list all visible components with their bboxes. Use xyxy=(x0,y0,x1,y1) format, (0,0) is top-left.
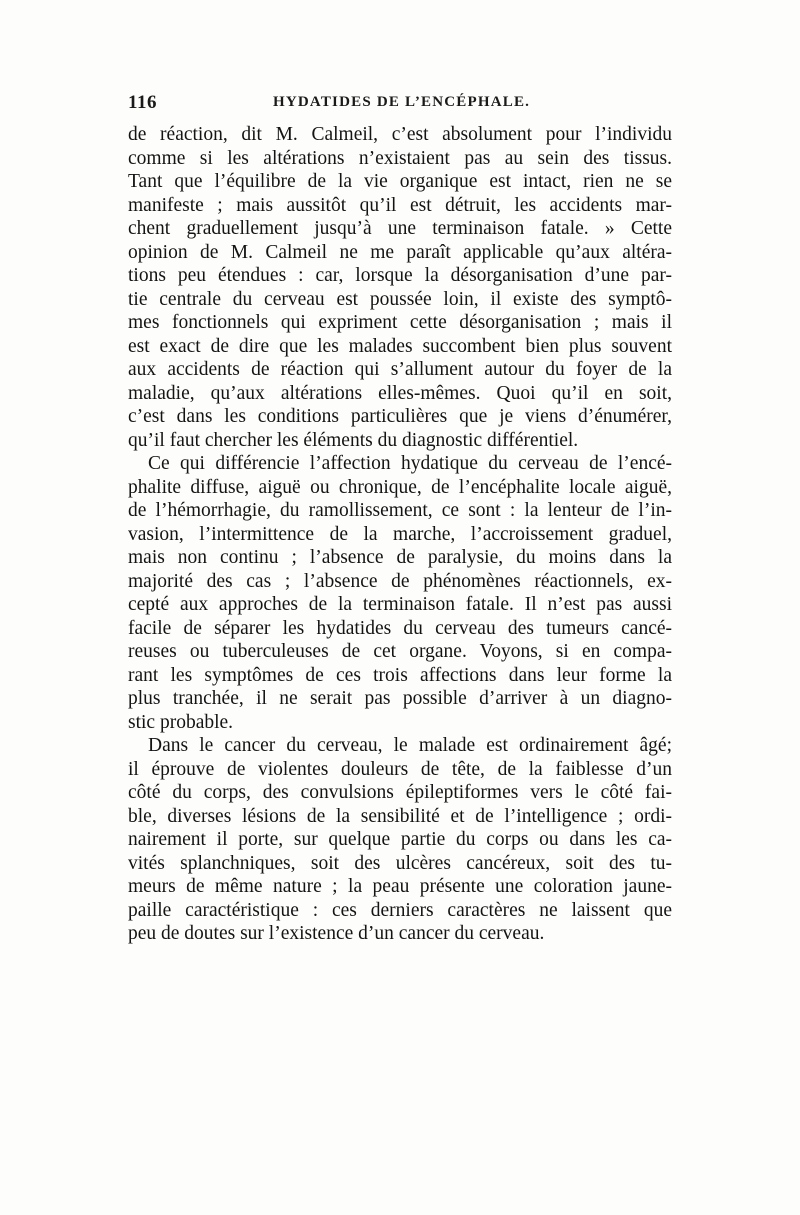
text-line: peu de doutes sur l’existence d’un cancer du cerveau. xyxy=(128,923,545,944)
text-line: tie centrale du cerveau est poussée loin, il existe des symptô- xyxy=(128,288,672,310)
text-line: phalite diffuse, aiguë ou chronique, de l’encéphalite locale aiguë, xyxy=(128,476,672,498)
text-line: aux accidents de réaction qui s’allument autour du foyer de la xyxy=(128,359,672,380)
text-line: paille caractéristique : ces derniers caractères ne laissent que xyxy=(128,899,672,921)
text-line: meurs de même nature ; la peau présente une coloration jaune- xyxy=(128,876,672,897)
text-line: Dans le cancer du cerveau, le malade est ordinairement âgé; xyxy=(148,735,672,756)
text-line: vités splanchniques, soit des ulcères cancéreux, soit des tu- xyxy=(128,852,672,874)
text-line: majorité des cas ; l’absence de phénomènes réactionnels, ex- xyxy=(128,570,672,592)
text-line: reuses ou tuberculeuses de cet organe. Voyons, si en compa- xyxy=(128,641,672,662)
text-line: stic probable. xyxy=(128,711,234,733)
text-line: c’est dans les conditions particulières que je viens d’énumérer, xyxy=(128,406,672,427)
text-line: de l’hémorrhagie, du ramollissement, ce sont : la lenteur de l’in- xyxy=(128,500,672,521)
text-line: comme si les altérations n’existaient pas au sein des tissus. xyxy=(128,147,672,169)
text-line: ble, diverses lésions de la sensibilité et de l’intelligence ; ordi- xyxy=(128,805,672,827)
text-line: rant les symptômes de ces trois affections dans leur forme la xyxy=(128,664,672,686)
text-line: plus tranchée, il ne serait pas possible d’arriver à un diagno- xyxy=(128,688,672,709)
text-line: nairement il porte, sur quelque partie du corps ou dans les ca- xyxy=(128,829,672,850)
text-line: vasion, l’intermittence de la marche, l’accroissement graduel, xyxy=(128,523,672,545)
text-line: cepté aux approches de la terminaison fatale. Il n’est pas aussi xyxy=(128,594,672,615)
text-line: tions peu étendues : car, lorsque la désorganisation d’une par- xyxy=(128,265,672,286)
text-line: mes fonctionnels qui expriment cette désorganisation ; mais il xyxy=(128,312,672,333)
text-line: chent graduellement jusqu’à une terminaison fatale. » Cette xyxy=(128,218,672,239)
text-line: de réaction, dit M. Calmeil, c’est absolument pour l’individu xyxy=(128,124,672,145)
page-header xyxy=(128,92,676,114)
text-line: facile de séparer les hydatides du cerveau des tumeurs cancé- xyxy=(128,617,672,639)
text-line: maladie, qu’aux altérations elles-mêmes. Quoi qu’il en soit, xyxy=(128,382,672,404)
body-text xyxy=(128,123,672,946)
text-line: qu’il faut chercher les éléments du diagnostic différentiel. xyxy=(128,429,579,451)
text-line: Tant que l’équilibre de la vie organique est intact, rien ne se xyxy=(128,171,672,192)
text-line: Ce qui différencie l’affection hydatique du cerveau de l’encé- xyxy=(148,453,672,474)
page-number: 116 xyxy=(128,92,157,113)
text-line: opinion de M. Calmeil ne me paraît applicable qu’aux altéra- xyxy=(128,241,672,263)
text-line: manifeste ; mais aussitôt qu’il est détruit, les accidents mar- xyxy=(128,194,672,216)
running-title: HYDATIDES DE L’ENCÉPHALE. xyxy=(273,94,531,110)
text-line: mais non continu ; l’absence de paralysie, du moins dans la xyxy=(128,547,672,568)
text-line: côté du corps, des convulsions épileptiformes vers le côté fai- xyxy=(128,782,672,803)
text-line: est exact de dire que les malades succombent bien plus souvent xyxy=(128,335,672,357)
text-line: il éprouve de violentes douleurs de tête, de la faiblesse d’un xyxy=(128,758,672,780)
